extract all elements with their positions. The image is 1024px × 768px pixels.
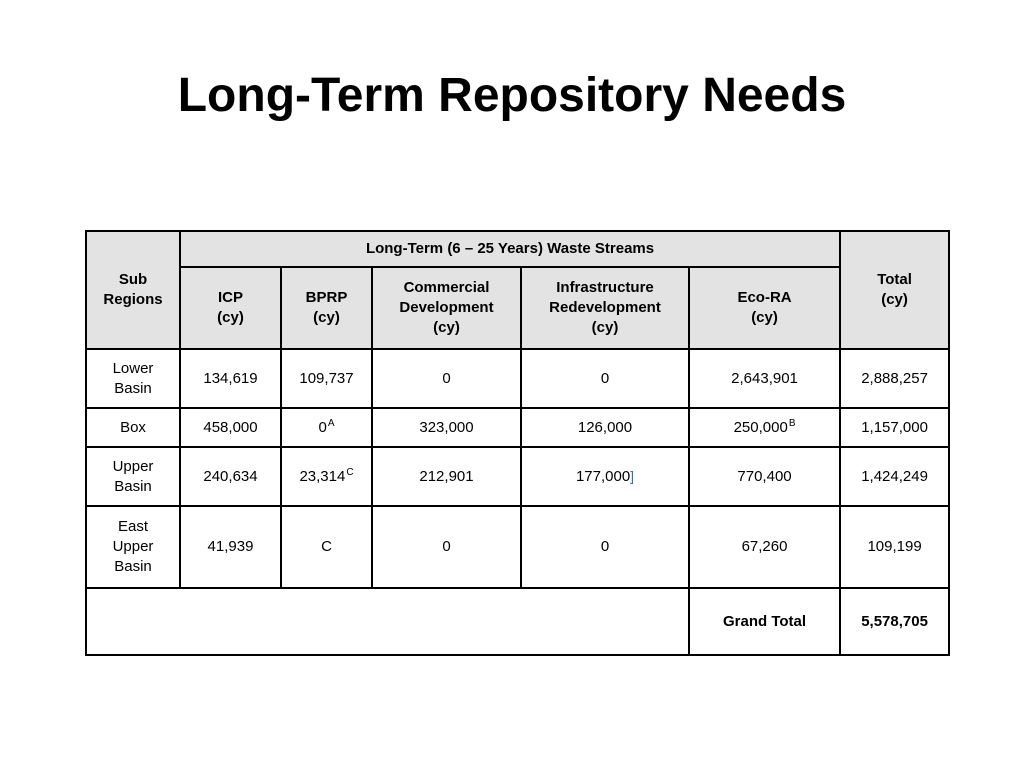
table-row-east-upper-basin [86,506,949,588]
empty-cell [86,588,689,655]
eco-ra-cell: 2,643,901 [689,349,840,408]
eco-ra-cell: 770,400 [689,447,840,506]
region-cell: Lower Basin [86,349,180,408]
icp-cell: 134,619 [180,349,281,408]
total-cell: 109,199 [840,506,949,588]
region-cell: Box [86,408,180,447]
footnote-marker: B [788,417,796,429]
table-column-header-row [86,267,949,349]
bprp-cell: $0^A$ [281,408,372,447]
commercial-development-column-header: Commercial Development (cy) [372,267,521,349]
icp-cell: 41,939 [180,506,281,588]
grand-total-row [86,588,949,655]
table-header-row [86,231,949,267]
eco-ra-column-header: Eco-RA (cy) [689,267,840,349]
region-cell: East Upper Basin [86,506,180,588]
grand-total-label: Grand Total [689,588,840,655]
total-header: Total (cy) [840,231,949,349]
waste-streams-group-header: Long-Term (6 – 25 Years) Waste Streams [180,231,840,267]
grand-total-value: 5,578,705 [840,588,949,655]
icp-column-header: ICP (cy) [180,267,281,349]
commercial-cell: 323,000 [372,408,521,447]
icp-cell: 458,000 [180,408,281,447]
infrastructure-cell: 0 [521,349,689,408]
footnote-link[interactable]: ] [630,468,635,484]
table-row-upper-basin [86,447,949,506]
bprp-column-header: BPRP (cy) [281,267,372,349]
bprp-cell: 109,737 [281,349,372,408]
region-cell: Upper Basin [86,447,180,506]
infrastructure-cell: 126,000 [521,408,689,447]
table-row-box [86,408,949,447]
total-cell: 2,888,257 [840,349,949,408]
bprp-cell: $23,314^C$ [281,447,372,506]
eco-ra-cell: $250,000^B$ [689,408,840,447]
eco-ra-cell: 67,260 [689,506,840,588]
commercial-cell: 212,901 [372,447,521,506]
footnote-marker: C [346,466,354,478]
commercial-cell: 0 [372,349,521,408]
infrastructure-cell: 177,000] [521,447,689,506]
infrastructure-cell: 0 [521,506,689,588]
slide-title: Long-Term Repository Needs [177,69,847,122]
commercial-cell: 0 [372,506,521,588]
sub-regions-header: Sub Regions [86,231,180,349]
total-cell: 1,157,000 [840,408,949,447]
total-cell: 1,424,249 [840,447,949,506]
table-row-lower-basin [86,349,949,408]
icp-cell: 240,634 [180,447,281,506]
infrastructure-redevelopment-column-header: Infrastructure Redevelopment (cy) [521,267,689,349]
waste-streams-table [85,230,950,656]
footnote-marker: A [327,417,335,429]
bprp-cell: C [281,506,372,588]
